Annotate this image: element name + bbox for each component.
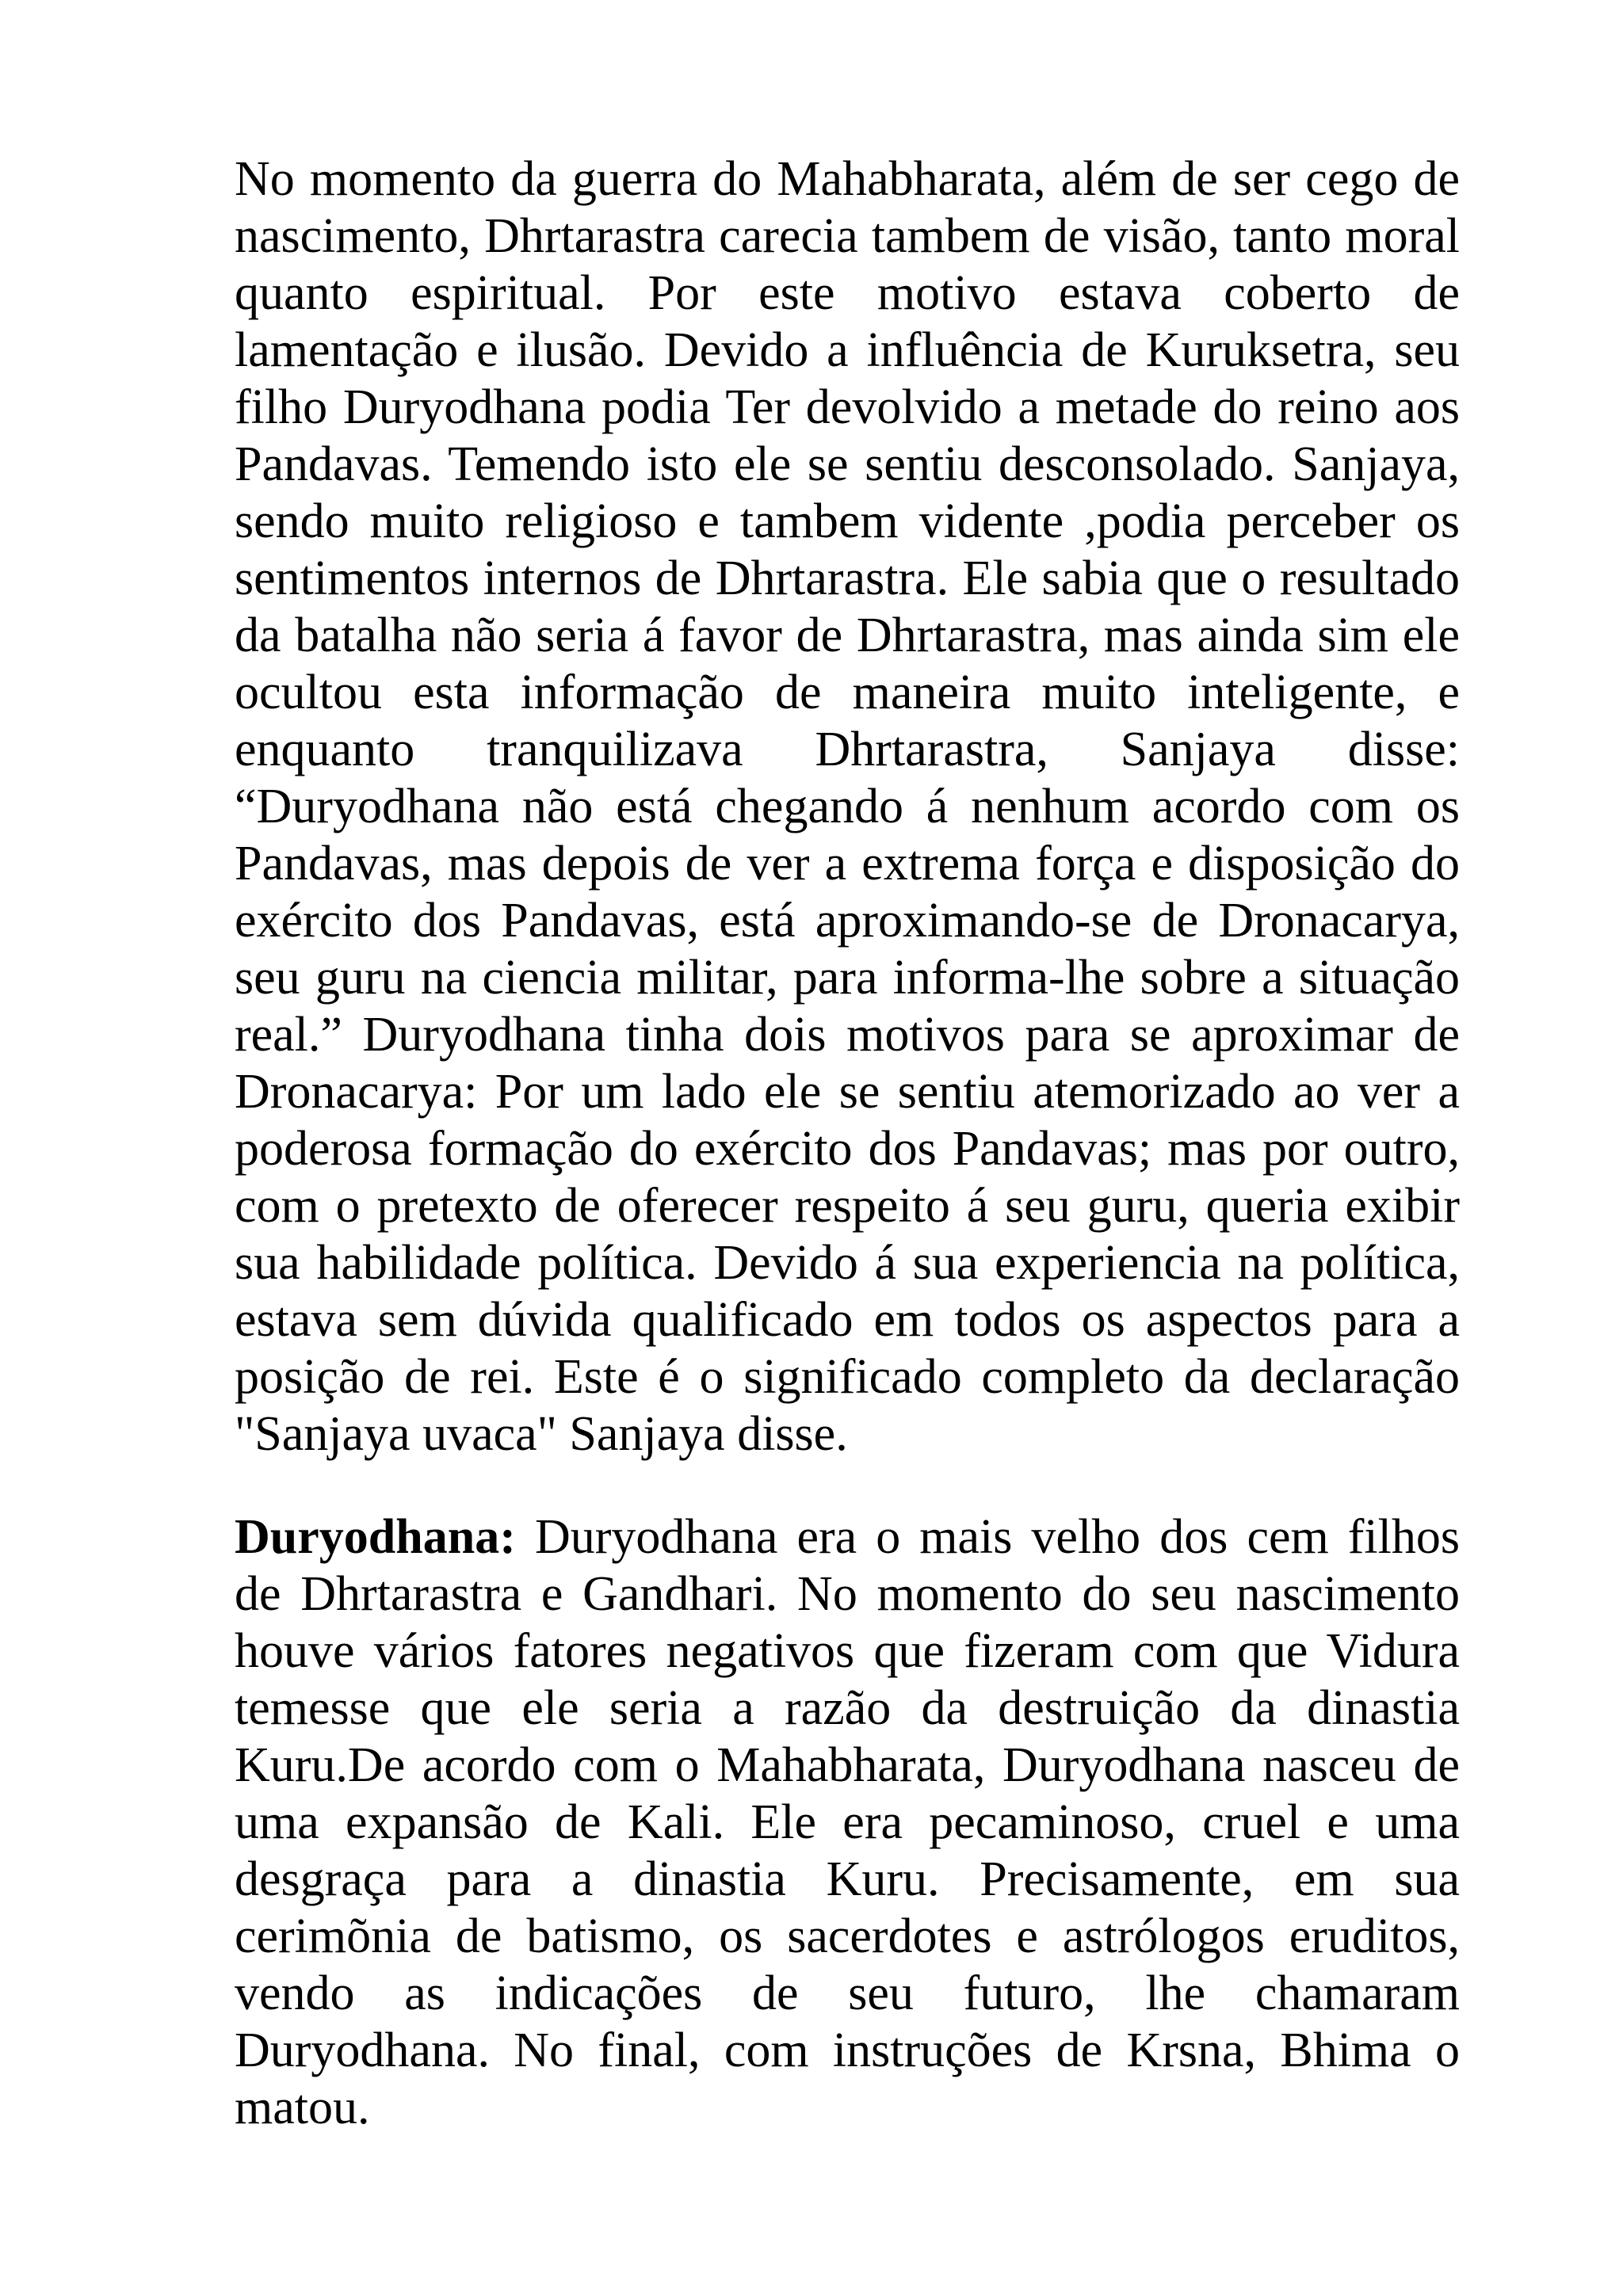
- text-line: enquanto tranquilizava Dhrtarastra, Sanjaya disse:: [235, 723, 1460, 776]
- text-line: da batalha não seria á favor de Dhrtarastra, mas ainda sim ele: [235, 608, 1460, 662]
- text-line: temesse que ele seria a razão da destruição da dinastia: [235, 1681, 1460, 1735]
- text-line: exército dos Pandavas, está aproximando-se de Dronacarya,: [235, 894, 1460, 948]
- text-line: uma expansão de Kali. Ele era pecaminoso, cruel e uma: [235, 1795, 1460, 1849]
- text-line: Pandavas. Temendo isto ele se sentiu desconsolado. Sanjaya,: [235, 437, 1460, 491]
- text-line: desgraça para a dinastia Kuru. Precisamente, em sua: [235, 1852, 1460, 1906]
- text-line: “Duryodhana não está chegando á nenhum acordo com os: [235, 780, 1460, 833]
- text-line: cerimõnia de batismo, os sacerdotes e astrólogos eruditos,: [235, 1909, 1460, 1963]
- text-line: [235, 1508, 1460, 1566]
- text-line: Dronacarya: Por um lado ele se sentiu atemorizado ao ver a: [235, 1065, 1460, 1119]
- paragraph-duryodhana: [235, 1508, 1460, 2136]
- text-line: "Sanjaya uvaca" Sanjaya disse.: [235, 1407, 848, 1461]
- text-line: vendo as indicações de seu futuro, lhe chamaram: [235, 1966, 1460, 2020]
- text-line: poderosa formação do exército dos Pandavas; mas por outro,: [235, 1122, 1460, 1176]
- glossary-term: Duryodhana:: [235, 1510, 516, 1564]
- text-line: houve vários fatores negativos que fizeram com que Vidura: [235, 1624, 1460, 1678]
- text-line: Pandavas, mas depois de ver a extrema força e disposição do: [235, 837, 1460, 891]
- text-line: filho Duryodhana podia Ter devolvido a metade do reino aos: [235, 380, 1460, 434]
- text-line: posição de rei. Este é o significado completo da declaração: [235, 1350, 1460, 1404]
- text-line: Kuru.De acordo com o Mahabharata, Duryodhana nasceu de: [235, 1738, 1460, 1792]
- text-line: matou.: [235, 2081, 370, 2134]
- text-line: sentimentos internos de Dhrtarastra. Ele sabia que o resultado: [235, 551, 1460, 605]
- text-line: nascimento, Dhrtarastra carecia tambem de visão, tanto moral: [235, 209, 1460, 263]
- text-line: Duryodhana. No final, com instruções de Krsna, Bhima o: [235, 2023, 1460, 2077]
- text-line: de Dhrtarastra e Gandhari. No momento do seu nascimento: [235, 1567, 1460, 1621]
- text-line: No momento da guerra do Mahabharata, além de ser cego de: [235, 152, 1460, 206]
- text-line: ocultou esta informação de maneira muito inteligente, e: [235, 666, 1460, 719]
- paragraph-intro: [235, 151, 1460, 1463]
- text-line: seu guru na ciencia militar, para informa-lhe sobre a situação: [235, 951, 1460, 1005]
- text-line: com o pretexto de oferecer respeito á seu guru, queria exibir: [235, 1179, 1460, 1233]
- text-line: real.” Duryodhana tinha dois motivos para se aproximar de: [235, 1008, 1460, 1062]
- text-line: estava sem dúvida qualificado em todos os aspectos para a: [235, 1293, 1460, 1347]
- text-line: sua habilidade política. Devido á sua experiencia na política,: [235, 1236, 1460, 1290]
- text-line: sendo muito religioso e tambem vidente ,podia perceber os: [235, 494, 1460, 548]
- text-line-rest: Duryodhana era o mais velho dos cem filhos: [515, 1510, 1460, 1564]
- text-line: lamentação e ilusão. Devido a influência de Kuruksetra, seu: [235, 323, 1460, 377]
- text-line: quanto espiritual. Por este motivo estava coberto de: [235, 266, 1460, 320]
